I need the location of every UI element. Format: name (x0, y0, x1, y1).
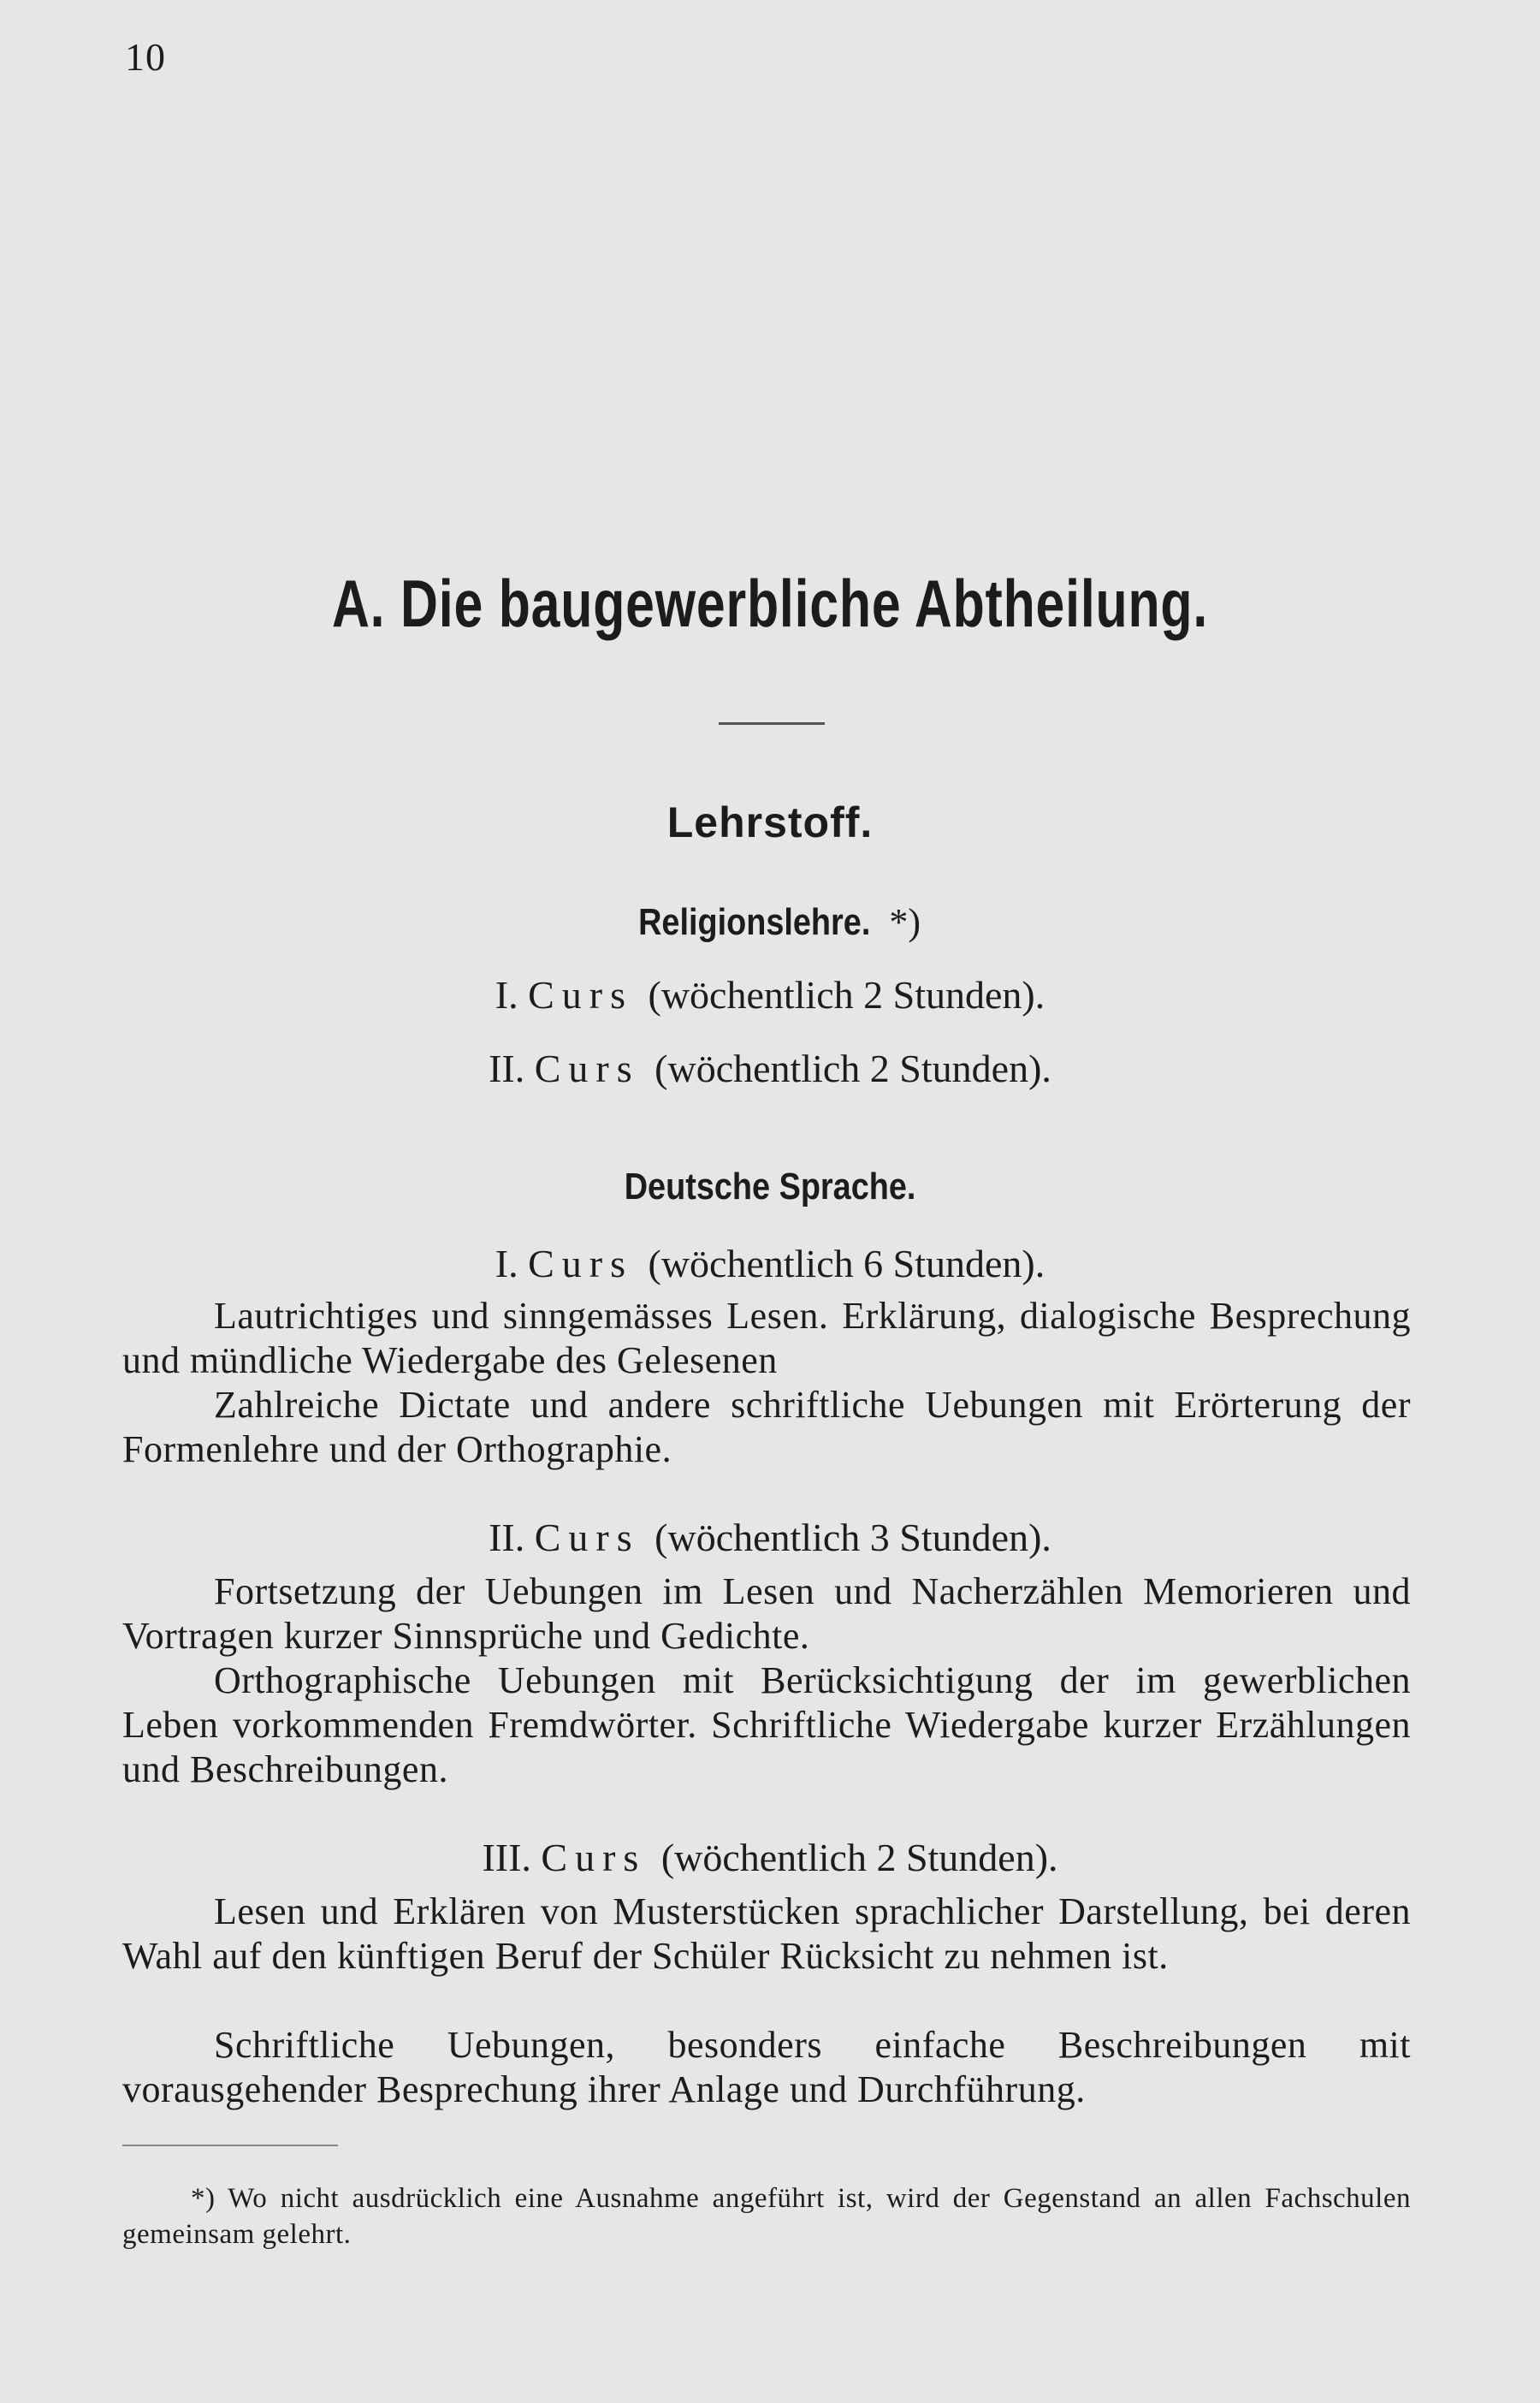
curs-hours: (wöchentlich 6 Stunden). (648, 1242, 1045, 1285)
subject-heading-religion (0, 900, 1540, 944)
section-heading: Lehrstoff. (666, 798, 874, 846)
subject-heading-deutsch (0, 1166, 1540, 1208)
subject-heading-label: Deutsche Sprache. (624, 1166, 916, 1207)
curs-numeral: I. (495, 1242, 518, 1285)
curs-word: Curs (528, 973, 633, 1017)
curs-hours: (wöchentlich 3 Stunden). (654, 1516, 1051, 1559)
paragraph: Lesen und Erklären von Musterstücken sprachlicher Darstellung, bei deren Wahl auf den künftigen Beruf der Schüler Rücksicht zu nehmen ist. (122, 1890, 1411, 1977)
curs-numeral: I. (495, 973, 518, 1017)
footnote-divider (122, 2145, 338, 2146)
curs-hours: (wöchentlich 2 Stunden). (654, 1047, 1051, 1090)
curs-numeral: III. (482, 1836, 531, 1879)
page-title: A. Die baugewerbliche Abtheilung. (331, 566, 1209, 641)
curs-hours: (wöchentlich 2 Stunden). (648, 973, 1045, 1017)
deutsch-curs-2 (0, 1515, 1540, 1560)
paragraph: Fortsetzung der Uebungen im Lesen und Nacherzählen Memorieren und Vortragen kurzer Sinnsprüche und Gedichte. (122, 1570, 1411, 1657)
paragraph: Lautrichtiges und sinngemässes Lesen. Erklärung, dialogische Besprechung und mündliche Wiedergabe des Gelesenen (122, 1295, 1411, 1381)
curs-word: Curs (534, 1047, 640, 1090)
footnote: *) Wo nicht ausdrücklich eine Ausnahme angeführt ist, wird der Gegenstand an allen Fachschulen gemeinsam gelehrt. (122, 2183, 1411, 2250)
religion-curs-1 (0, 972, 1540, 1018)
curs-word: Curs (528, 1242, 633, 1285)
paragraph: Orthographische Uebungen mit Berücksichtigung der im gewerblichen Leben vorkommenden Fremdwörter. Schriftliche Wiedergabe kurzer Erzählungen und Beschreibungen. (122, 1659, 1411, 1790)
paragraph: Zahlreiche Dictate und andere schriftliche Uebungen mit Erörterung der Formenlehre und der Orthographie. (122, 1384, 1411, 1470)
deutsch-curs-3 (0, 1835, 1540, 1880)
footnote-marker: *) (889, 901, 921, 943)
curs-hours: (wöchentlich 2 Stunden). (660, 1836, 1058, 1879)
deutsch-curs-1 (0, 1241, 1540, 1286)
curs-word: Curs (541, 1836, 647, 1879)
curs-word: Curs (534, 1516, 640, 1559)
paragraph: Schriftliche Uebungen, besonders einfache Beschreibungen mit vorausgehender Besprechung ihrer Anlage und Durchführung. (122, 2024, 1411, 2110)
subject-heading-label: Religionslehre. (638, 901, 871, 943)
page-number: 10 (125, 35, 166, 79)
curs-numeral: II. (489, 1047, 525, 1090)
religion-curs-2 (0, 1046, 1540, 1091)
curs-numeral: II. (489, 1516, 525, 1559)
title-divider (719, 722, 825, 725)
